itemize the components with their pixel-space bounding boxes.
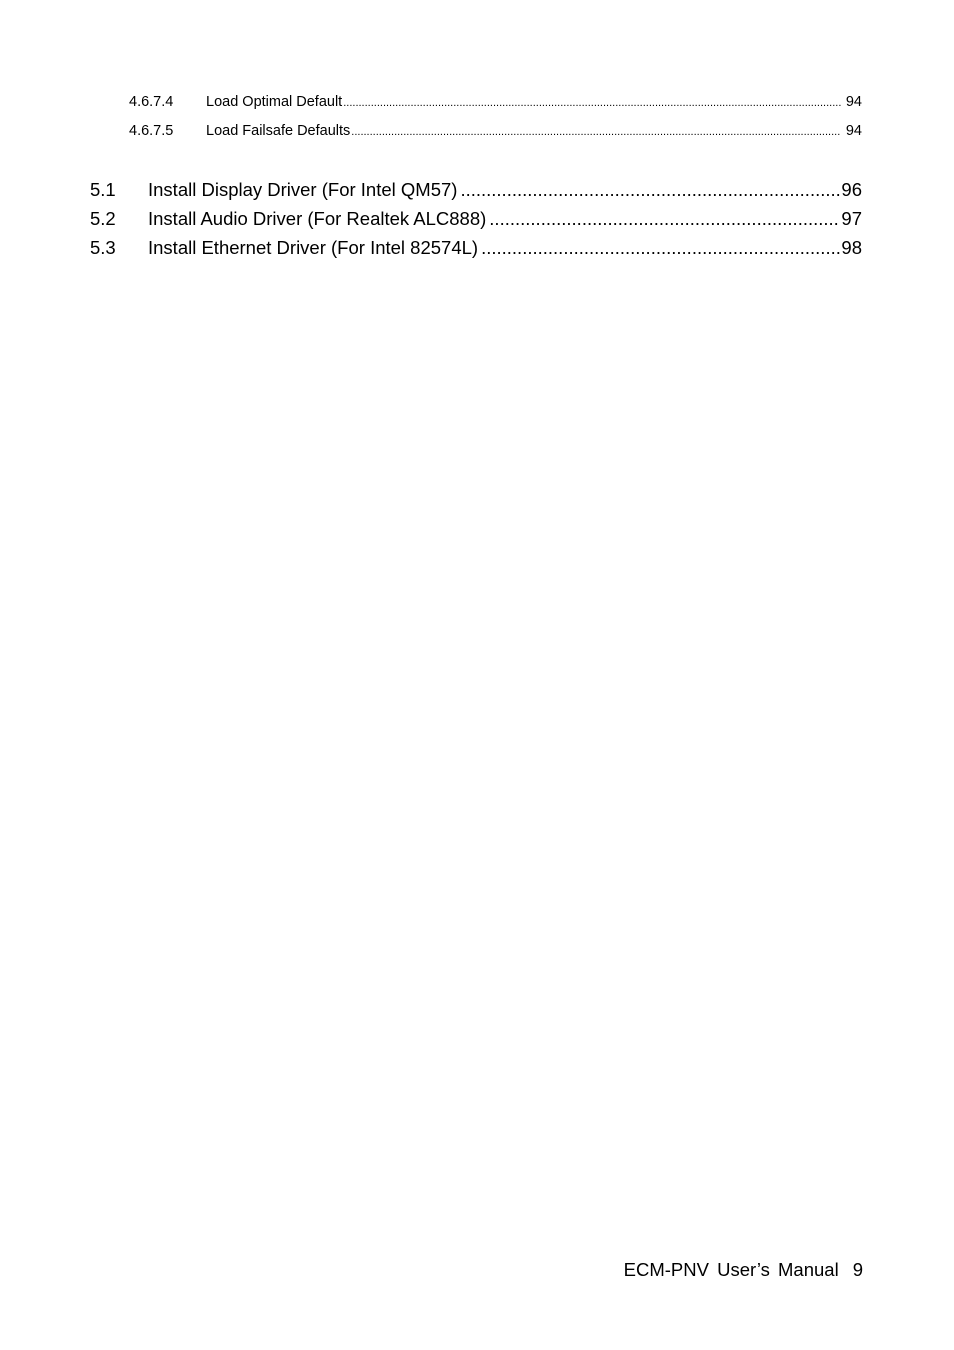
page-footer [624,1259,863,1281]
toc-entry-page: 96 [841,179,862,200]
toc-entry-number: 5.2 [90,208,116,229]
toc-entry-number: 4.6.7.4 [129,94,174,110]
toc-entry-title: Install Display Driver (For Intel QM57) [148,179,458,200]
toc-entry-4-6-7-4[interactable] [129,94,862,110]
dot-leader [489,208,840,230]
toc-entry-title: Load Optimal Default [206,94,343,110]
toc-entry-title: Install Audio Driver (For Realtek ALC888) [148,208,487,229]
toc-entry-number: 5.3 [90,237,116,258]
toc-entry-page: 94 [845,123,862,139]
toc-entry-4-6-7-5[interactable] [129,123,862,139]
toc-entry-title: Load Failsafe Defaults [206,123,351,139]
toc-entry-5-3[interactable] [90,237,862,259]
toc-entry-page: 94 [845,94,862,110]
toc-entry-5-2[interactable] [90,208,862,230]
page-number: 9 [852,1259,863,1280]
toc-entry-title: Install Ethernet Driver (For Intel 82574L) [148,237,479,258]
toc-entry-number: 5.1 [90,179,116,200]
toc-entry-page: 98 [841,237,862,258]
toc-entry-number: 4.6.7.5 [129,123,174,139]
manual-title: ECM-PNV User’s Manual [623,1259,839,1280]
toc-entry-page: 97 [841,208,862,229]
dot-leader [343,97,841,109]
toc-entry-5-1[interactable] [90,179,862,201]
dot-leader [460,179,840,201]
dot-leader [481,237,840,259]
dot-leader [351,126,841,138]
